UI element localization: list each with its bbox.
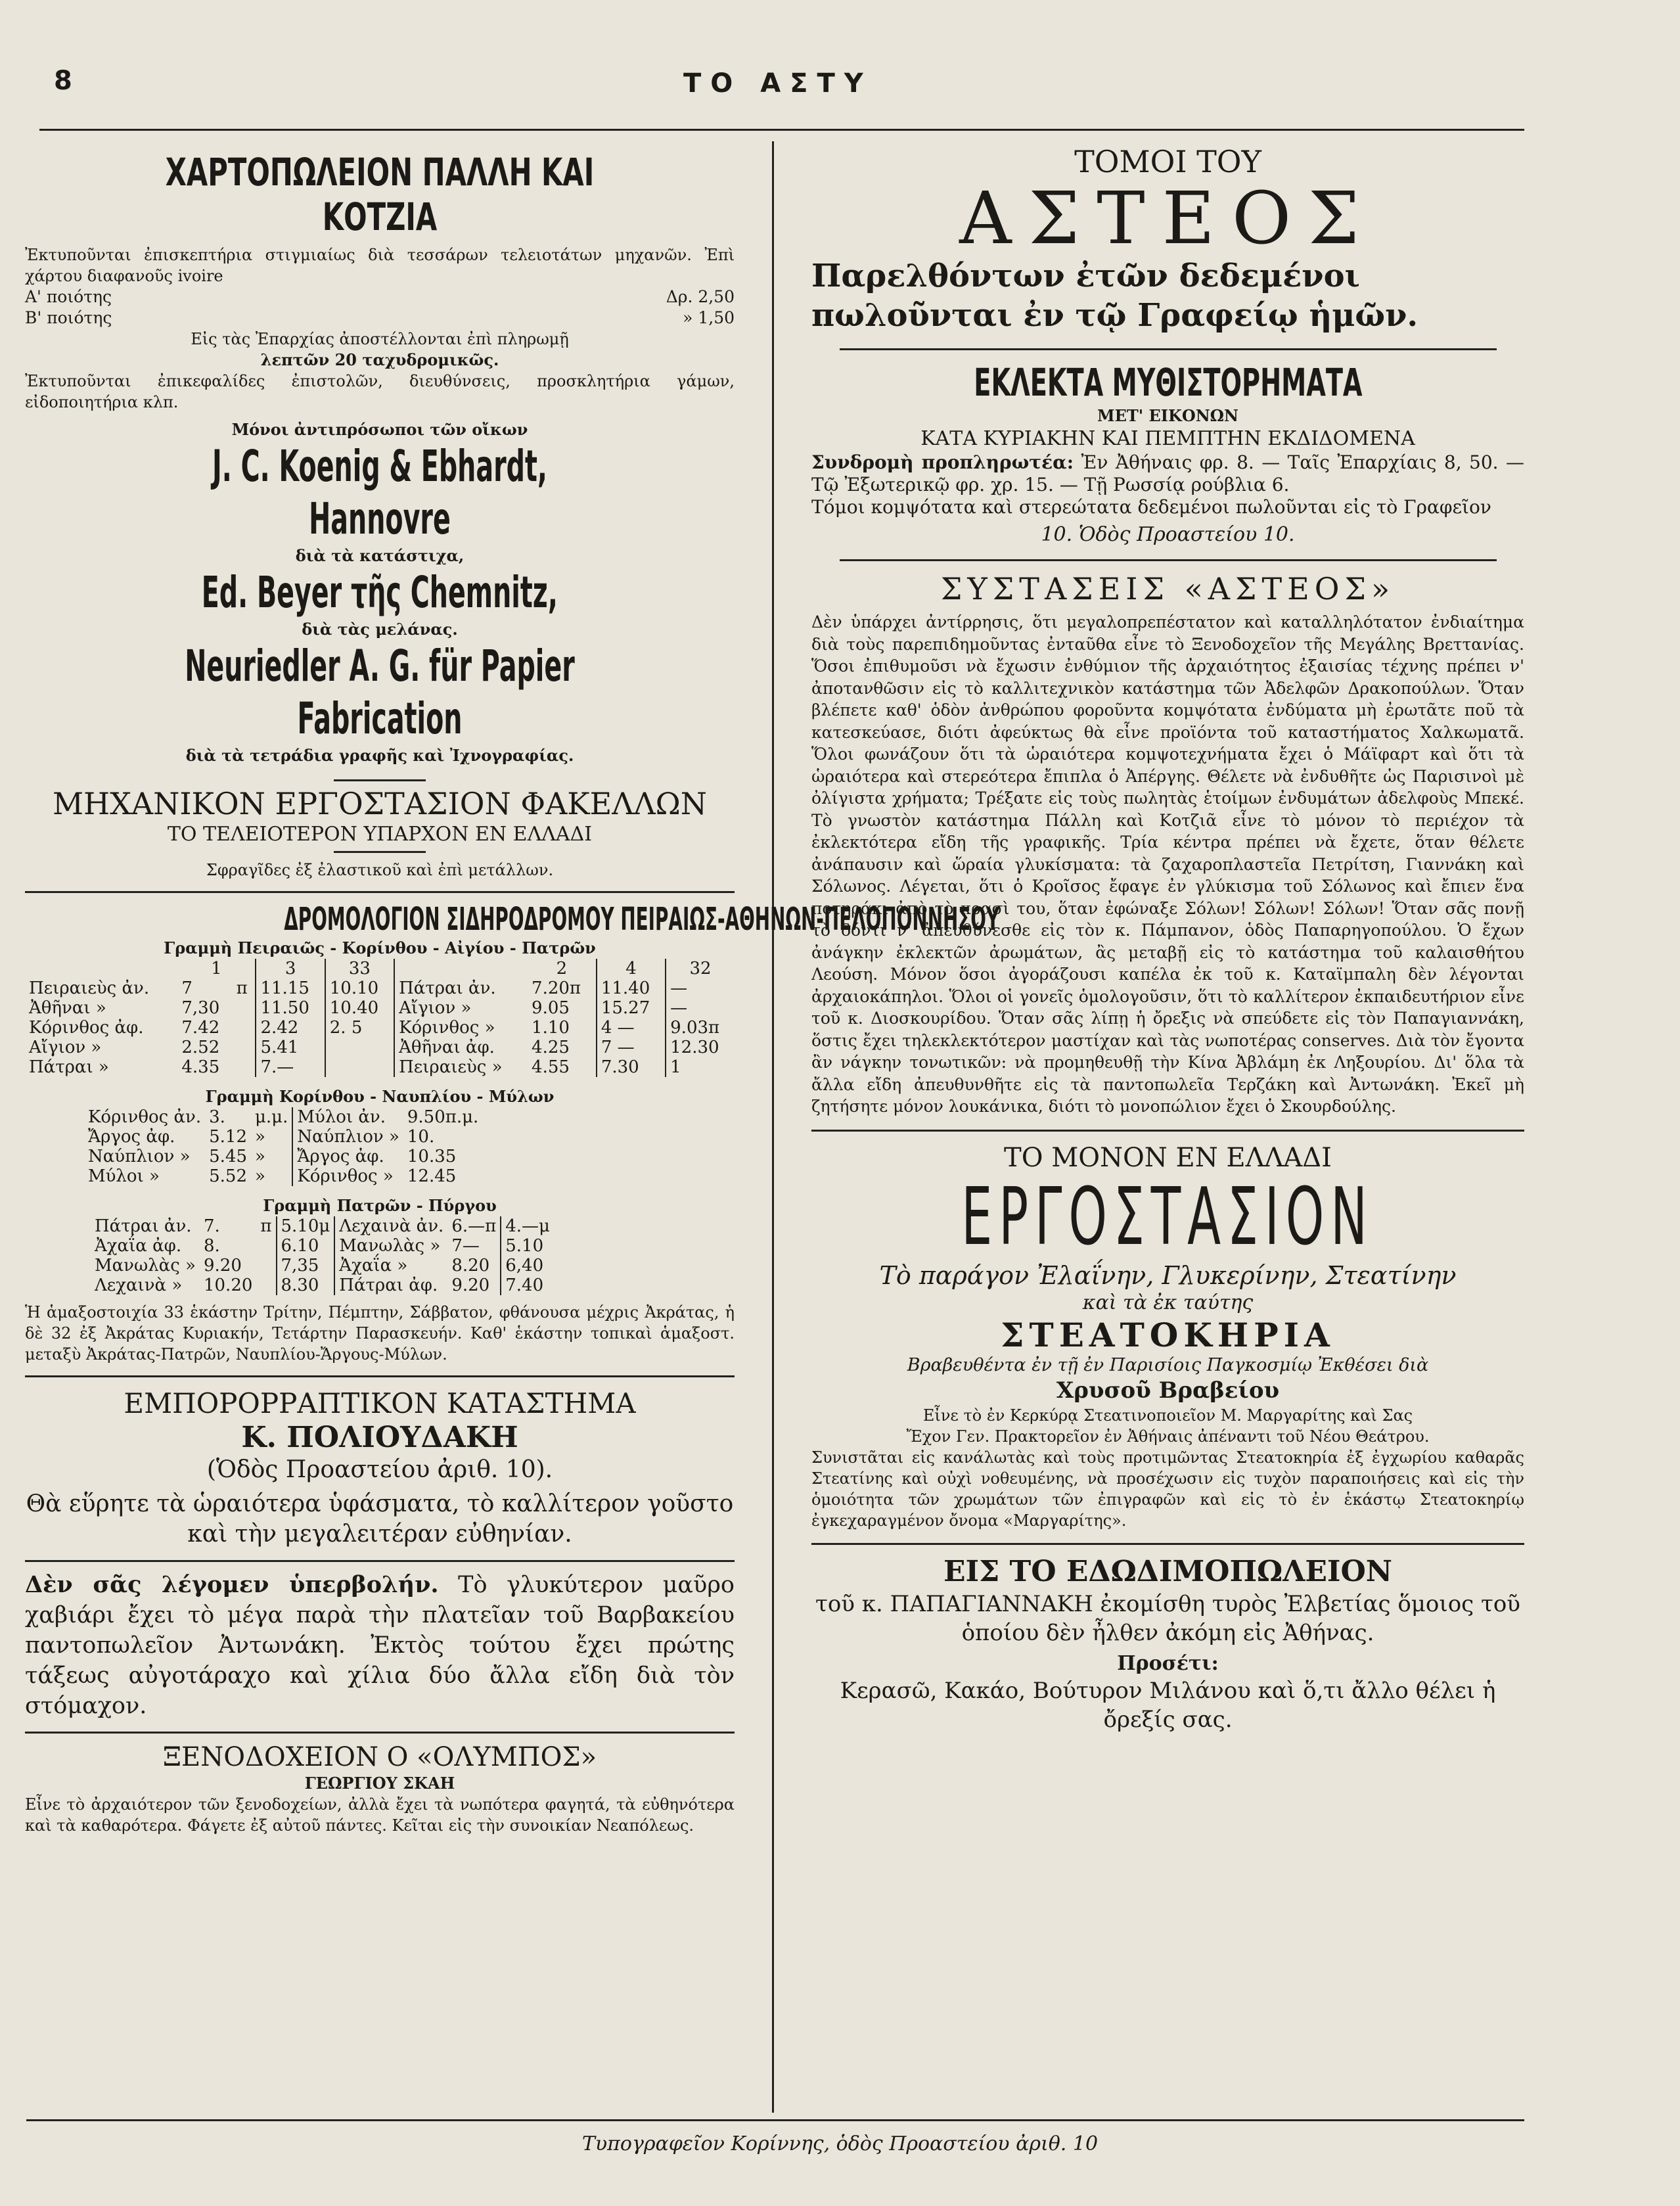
brand-beyer-use: διὰ τὰς μελάνας. bbox=[302, 620, 458, 639]
table-cell: 2 bbox=[556, 959, 568, 978]
table-cell bbox=[394, 959, 528, 978]
table-cell: 12.45 bbox=[407, 1166, 457, 1186]
table-cell: 12.30 bbox=[666, 1038, 735, 1057]
deli-items: Κερασῶ, Κακάο, Βούτυρον Μιλάνου καὶ ὅ,τι ἄλλο θέλει ἡ ὄρεξίς σας. bbox=[840, 1677, 1496, 1733]
hotel-ad bbox=[25, 1741, 735, 1836]
timetable-note: Ἡ ἁμαξοστοιχία 33 ἑκάστην Τρίτην, Πέμπτην, Σάββατον, φθάνουσα μέχρις Ἀκράτας, ἡ δὲ 32 ἐξ Ἀκράτας Κυριακήν, Τετάρτην Παρασκευήν. Καθ' ἑκάστην τοπικαὶ ἁμαξοστ. μεταξὺ Ἀκράτας-Πατρῶν, Ναυπλίου-Ἄργους-Μύλων. bbox=[25, 1303, 735, 1364]
table-cell: 7 bbox=[181, 978, 193, 998]
price-label: Β' ποιότης bbox=[25, 308, 112, 327]
table-cell bbox=[233, 998, 256, 1018]
hotel-text: Εἶνε τὸ ἀρχαιότερον τῶν ξενοδοχείων, ἀλλὰ ἔχει τὰ νωπότερα φαγητά, τὰ εὐθηνότερα καὶ τὰ καθαρότερα. Φάγετε ἐξ αὐτοῦ πάντες. Κεῖται εἰς τὴν συνοικίαν Νεαπόλεως. bbox=[25, 1795, 735, 1835]
price-row bbox=[25, 287, 735, 308]
table-row bbox=[84, 1147, 482, 1166]
section-rule bbox=[25, 1732, 735, 1734]
volumes-line1: ΤΟΜΟΙ ΤΟΥ bbox=[1074, 144, 1261, 179]
table-cell: 2.52 bbox=[181, 1038, 220, 1057]
table-cell: — bbox=[666, 998, 735, 1018]
table-cell: 1 bbox=[666, 1057, 735, 1077]
table-cell: 33 bbox=[325, 959, 394, 978]
table-cell bbox=[256, 1275, 276, 1295]
factory-line2: ΕΡΓΟΣΤΑΣΙΟΝ bbox=[961, 1171, 1374, 1263]
table-cell: Κόρινθος » bbox=[292, 1166, 403, 1186]
table-cell: 9.05 bbox=[532, 998, 570, 1018]
table-cell bbox=[256, 1236, 276, 1256]
tailor-text: Θὰ εὕρητε τὰ ὡραιότερα ὑφάσματα, τὸ καλλίτερον γοῦστο καὶ τὴν μεγαλειτέραν εὐθηνίαν. bbox=[26, 1490, 734, 1548]
recommend-title: ΣΥΣΤΑΣΕΙΣ «ΑΣΤΕΟΣ» bbox=[940, 571, 1396, 607]
brand-neuriedler-use: διὰ τὰ τετράδια γραφῆς καὶ Ἰχνογραφίας. bbox=[185, 746, 574, 765]
printing-services: Ἐκτυποῦνται ἐπικεφαλίδες ἐπιστολῶν, διευθύνσεις, προσκλητήρια γάμων, εἰδοποιητήρια κλπ. bbox=[25, 372, 735, 411]
table-cell: 2. 5 bbox=[325, 1018, 394, 1038]
table-cell: » bbox=[255, 1127, 265, 1147]
table-cell: 7.— bbox=[256, 1057, 325, 1077]
section-rule bbox=[811, 1130, 1524, 1132]
envelope-subtitle: ΤΟ ΤΕΛΕΙΟΤΕΡΟΝ ΥΠΑΡΧΟΝ ΕΝ ΕΛΛΑΔΙ bbox=[167, 823, 593, 846]
line-heading: Γραμμὴ Κορίνθου - Ναυπλίου - Μύλων bbox=[205, 1087, 555, 1106]
table-cell: Ἄργος ἀφ. bbox=[292, 1147, 403, 1166]
table-cell: 2.42 bbox=[256, 1018, 325, 1038]
table-cell: 7— bbox=[451, 1236, 480, 1256]
table-cell: 10.35 bbox=[407, 1147, 457, 1166]
table-cell: Ναύπλιον » bbox=[88, 1147, 191, 1166]
hotel-owner: ΓΕΩΡΓΙΟΥ ΣΚΑΗ bbox=[304, 1774, 455, 1793]
table-cell: Ναύπλιον » bbox=[292, 1127, 403, 1147]
table-cell: Ἀχαΐα ἀφ. bbox=[95, 1236, 182, 1256]
section-rule bbox=[334, 779, 426, 781]
novels-ad bbox=[811, 359, 1524, 547]
table-cell: Μανωλὰς » bbox=[334, 1236, 447, 1256]
table-cell: 7 — bbox=[597, 1038, 666, 1057]
deli-title: ΕΙΣ ΤΟ ΕΔΩΔΙΜΟΠΩΛΕΙΟΝ bbox=[943, 1554, 1393, 1588]
tailor-ad bbox=[25, 1387, 735, 1550]
envelope-factory-ad bbox=[25, 785, 735, 881]
table-cell: — bbox=[666, 978, 735, 998]
table-cell: 7. bbox=[203, 1216, 220, 1236]
novels-bound: Τόμοι κομψότατα καὶ στερεώτατα δεδεμένοι πωλοῦνται εἰς τὸ Γραφεῖον bbox=[811, 496, 1491, 518]
table-cell: Πειραιεὺς ἀν. bbox=[29, 978, 150, 998]
masthead-title: ΤΟ ΑΣΤΥ bbox=[683, 68, 873, 99]
table-cell: 1.10 bbox=[532, 1018, 570, 1038]
table-cell: 5.10 bbox=[501, 1236, 554, 1256]
seals-note: Σφραγῖδες ἐξ ἐλαστικοῦ καὶ ἐπὶ μετάλλων. bbox=[206, 861, 554, 879]
price-value: Δρ. 2,50 bbox=[666, 287, 735, 306]
table-cell: Μύλοι ἀν. bbox=[292, 1107, 403, 1127]
page-number: 8 bbox=[54, 66, 72, 96]
table-cell: Κόρινθος ἀν. bbox=[88, 1107, 202, 1127]
table-cell: 7.20π bbox=[532, 978, 581, 998]
brand-koenig-use: διὰ τὰ κατάστιχα, bbox=[295, 546, 465, 565]
table-row bbox=[91, 1216, 554, 1236]
column-divider bbox=[772, 141, 774, 2113]
table-cell: » bbox=[255, 1166, 265, 1186]
table-cell: Πάτραι ἀν. bbox=[394, 978, 528, 998]
postage-note: λεπτῶν 20 ταχυδρομικῶς. bbox=[260, 350, 499, 369]
table-cell: 1 bbox=[211, 959, 222, 978]
table-cell: » bbox=[255, 1147, 265, 1166]
timetable-corinth-myloi bbox=[84, 1107, 482, 1186]
table-cell bbox=[233, 1038, 256, 1057]
table-cell: 4.55 bbox=[532, 1057, 570, 1077]
table-cell: 8. bbox=[203, 1236, 220, 1256]
table-row bbox=[25, 1057, 735, 1077]
deli-ad bbox=[811, 1554, 1524, 1734]
table-cell: Πάτραι ἀν. bbox=[95, 1216, 192, 1236]
railway-title: ΔΡΟΜΟΛΟΓΙΟΝ ΣΙΔΗΡΟΔΡΟΜΟΥ ΠΕΙΡΑΙΩΣ-ΑΘΗΝΩΝ-ΠΕΛΟΠΟΝΝΗΣΟΥ bbox=[284, 901, 1000, 938]
table-cell: 10.40 bbox=[325, 998, 394, 1018]
table-cell: 3 bbox=[256, 959, 325, 978]
table-row bbox=[25, 978, 735, 998]
table-cell: Αἴγιον » bbox=[394, 998, 528, 1018]
table-cell: Πάτραι ἀφ. bbox=[334, 1275, 447, 1295]
table-cell: 5.45 bbox=[209, 1147, 248, 1166]
table-row bbox=[84, 1107, 482, 1127]
caviar-lead: Δὲν σᾶς λέγομεν ὑπερβολήν. bbox=[25, 1571, 439, 1598]
table-row bbox=[84, 1166, 482, 1186]
table-cell: μ.μ. bbox=[255, 1107, 288, 1127]
table-cell: Λεχαινὰ ἀν. bbox=[334, 1216, 447, 1236]
table-cell: 7,30 bbox=[181, 998, 220, 1018]
factory-ad bbox=[811, 1141, 1524, 1531]
table-cell: 5.41 bbox=[256, 1038, 325, 1057]
provinces-note: Εἰς τὰς Ἐπαρχίας ἀποστέλλονται ἐπὶ πληρωμῇ bbox=[191, 330, 569, 348]
section-rule bbox=[811, 1543, 1524, 1545]
table-cell: 5.12 bbox=[209, 1127, 248, 1147]
table-cell: 11.40 bbox=[597, 978, 666, 998]
timetable-patras-pyrgos bbox=[91, 1216, 554, 1295]
table-header-row bbox=[25, 959, 735, 978]
factory-text: Συνιστᾶται εἰς κανάλωτὰς καὶ τοὺς προτιμῶντας Στεατοκηρία ἐξ ἐγχωρίου καθαρᾶς Στεατίνης καὶ οὐχὶ νοθευμένης, νὰ προσέχωσιν εἰς τυχὸν παραποιήσεις καὶ εἰς τὴν ὁμοιότητα τῶν χρωμάτων τῶν ἐπιγραφῶν καὶ εἰς τὸ ἐν ἑκάστῳ Στεατοκηρίῳ ἐγκεχαραγμένον ὄνομα «Μαργαρίτης». bbox=[811, 1448, 1524, 1530]
deli-text: τοῦ κ. ΠΑΠΑΓΙΑΝΝΑΚΗ ἐκομίσθη τυρὸς Ἐλβετίας ὅμοιος τοῦ ὁποίου δὲν ἦλθεν ἀκόμη εἰς Ἀθήνας. bbox=[815, 1590, 1520, 1646]
table-cell: 15.27 bbox=[597, 998, 666, 1018]
timetable-piraeus-patras bbox=[25, 959, 735, 1077]
factory-products2: καὶ τὰ ἐκ ταύτης bbox=[1082, 1291, 1254, 1314]
subscription-text: Ἐν Ἀθήναις φρ. 8. — Ταῖς Ἐπαρχίαις 8, 50. — Τῷ Ἐξωτερικῷ φρ. χρ. 15. — Τῇ Ρωσσίᾳ ρούβλια 6. bbox=[811, 451, 1525, 495]
table-cell: Μανωλὰς » bbox=[95, 1256, 196, 1275]
table-cell: 9.50π.μ. bbox=[407, 1107, 479, 1127]
table-cell: 4.—μ bbox=[501, 1216, 554, 1236]
table-cell: Ἀθῆναι » bbox=[29, 998, 106, 1018]
table-row bbox=[91, 1275, 554, 1295]
table-cell: Κόρινθος ἀφ. bbox=[29, 1018, 144, 1038]
novels-title: ΕΚΛΕΚΤΑ ΜΥΘΙΣΤΟΡΗΜΑΤΑ bbox=[973, 360, 1363, 405]
table-cell: Αἴγιον » bbox=[29, 1038, 102, 1057]
table-cell: 5.10μ bbox=[277, 1216, 335, 1236]
price-row bbox=[25, 308, 735, 329]
subscription-lead: Συνδρομὴ προπληρωτέα: bbox=[811, 451, 1074, 473]
table-cell: Πάτραι » bbox=[29, 1057, 109, 1077]
factory-medal: Χρυσοῦ Βραβείου bbox=[1056, 1377, 1280, 1404]
printer-imprint: Τυπογραφεῖον Κορίννης, ὁδὸς Προαστείου ἀριθ. 10 bbox=[581, 2132, 1099, 2155]
paper-shop-ad bbox=[25, 150, 735, 766]
header-rule bbox=[39, 129, 1524, 131]
table-cell: 4 — bbox=[597, 1018, 666, 1038]
table-cell bbox=[25, 959, 177, 978]
table-row bbox=[25, 1038, 735, 1057]
table-row bbox=[91, 1256, 554, 1275]
deli-more: Προσέτι: bbox=[1117, 1651, 1219, 1675]
factory-award: Βραβευθέντα ἐν τῇ ἐν Παρισίοις Παγκοσμίῳ Ἐκθέσει διὰ bbox=[907, 1354, 1429, 1375]
table-cell: 10. bbox=[407, 1127, 435, 1147]
factory-products: Τὸ παράγον Ἐλαΐνην, Γλυκερίνην, Στεατίνην bbox=[879, 1260, 1457, 1290]
factory-candles: ΣΤΕΑΤΟΚΗΡΙΑ bbox=[1001, 1315, 1335, 1354]
table-cell: π bbox=[260, 1216, 272, 1236]
table-cell: 9.20 bbox=[203, 1256, 242, 1275]
table-row bbox=[25, 998, 735, 1018]
table-cell: 7.42 bbox=[181, 1018, 220, 1038]
footer-rule bbox=[26, 2119, 1524, 2121]
factory-line1: ΤΟ ΜΟΝΟΝ ΕΝ ΕΛΛΑΔΙ bbox=[1004, 1142, 1332, 1173]
brand-beyer: Ed. Beyer τῆς Chemnitz, bbox=[201, 567, 558, 618]
section-rule bbox=[25, 891, 735, 893]
section-rule bbox=[25, 1560, 735, 1562]
table-cell: 9.03π bbox=[666, 1018, 735, 1038]
table-cell: 6.10 bbox=[277, 1236, 335, 1256]
caviar-ad bbox=[25, 1570, 735, 1721]
section-rule bbox=[840, 348, 1497, 350]
paper-intro: Ἐκτυποῦνται ἐπισκεπτήρια στιγμιαίως διὰ τεσσάρων τελειοτάτων μηχανῶν. Ἐπὶ χάρτου διαφανοῦς ivoire bbox=[25, 246, 735, 285]
table-cell: 9.20 bbox=[451, 1275, 490, 1295]
caviar-text: Τὸ γλυκύτερον μαῦρο χαβιάρι ἔχει τὸ μέγα παρὰ τὴν πλατεῖαν τοῦ Βαρβακείου παντοπωλεῖον Ἀντωνάκη. Ἐκτὸς τούτου ἔχει πρώτης τάξεως αὐγοτάραχο καὶ χίλια δύο ἄλλα εἴδη διὰ τὸν στόμαχον. bbox=[25, 1572, 735, 1719]
novels-address: 10. Ὁδὸς Προαστείου 10. bbox=[1041, 523, 1295, 546]
paper-shop-title: ΧΑΡΤΟΠΩΛΕΙΟΝ ΠΑΛΛΗ ΚΑΙ ΚΟΤΖΙΑ bbox=[165, 150, 595, 239]
table-cell: π bbox=[236, 978, 248, 998]
right-column bbox=[811, 131, 1524, 1734]
line-heading: Γραμμὴ Πατρῶν - Πύργου bbox=[263, 1196, 497, 1215]
table-cell bbox=[256, 1256, 276, 1275]
table-cell bbox=[325, 1038, 394, 1057]
table-cell bbox=[233, 1018, 256, 1038]
table-cell bbox=[325, 1057, 394, 1077]
line-heading: Γραμμὴ Πειραιῶς - Κορίνθου - Αἰγίου - Πατρῶν bbox=[164, 938, 596, 957]
tailor-title: ΕΜΠΟΡΟΡΡΑΠΤΙΚΟΝ ΚΑΤΑΣΤΗΜΑ bbox=[124, 1387, 636, 1419]
table-cell: 4.35 bbox=[181, 1057, 220, 1077]
table-cell: 7.40 bbox=[501, 1275, 554, 1295]
table-cell: 7.30 bbox=[597, 1057, 666, 1077]
table-cell: 11.15 bbox=[256, 978, 325, 998]
table-cell: 4.25 bbox=[532, 1038, 570, 1057]
table-cell: Κόρινθος » bbox=[394, 1018, 528, 1038]
table-cell: Ἀχαΐα » bbox=[334, 1256, 447, 1275]
hotel-title: ΞΕΝΟΔΟΧΕΙΟΝ Ο «ΟΛΥΜΠΟΣ» bbox=[162, 1742, 597, 1772]
table-cell: 8.20 bbox=[451, 1256, 490, 1275]
table-cell: Λεχαινὰ » bbox=[95, 1275, 183, 1295]
novels-sub: ΜΕΤ' ΕΙΚΟΝΩΝ bbox=[1097, 406, 1238, 425]
table-cell: 11.50 bbox=[256, 998, 325, 1018]
table-cell: 6,40 bbox=[501, 1256, 554, 1275]
volumes-line2: ΑΣΤΕΟΣ bbox=[959, 176, 1376, 260]
table-cell: 32 bbox=[666, 959, 735, 978]
volumes-text: Παρελθόντων ἐτῶν δεδεμένοι πωλοῦνται ἐν τῷ Γραφείῳ ἡμῶν. bbox=[811, 258, 1419, 334]
tailor-name: Κ. ΠΟΛΙΟΥΔΑΚΗ bbox=[241, 1421, 518, 1454]
novels-days: ΚΑΤΑ ΚΥΡΙΑΚΗΝ ΚΑΙ ΠΕΜΠΤΗΝ ΕΚΔΙΔΟΜΕΝΑ bbox=[920, 427, 1415, 450]
brand-neuriedler: Neuriedler A. G. für Papier Fabrication bbox=[185, 641, 575, 744]
table-row bbox=[84, 1127, 482, 1147]
table-row bbox=[91, 1236, 554, 1256]
table-cell: Πειραιεὺς » bbox=[394, 1057, 528, 1077]
table-cell bbox=[233, 1057, 256, 1077]
section-rule bbox=[25, 1375, 735, 1377]
table-cell: 8.30 bbox=[277, 1275, 335, 1295]
recommend-text: Δὲν ὑπάρχει ἀντίρρησις, ὅτι μεγαλοπρεπέστατον καὶ καταλληλότατον ἐνδιαίτημα διὰ τοὺς παρεπιδημοῦντας ἐνταῦθα εἶνε τὸ Ξενοδοχεῖον τῆς Μεγάλης Βρεττανίας. Ὅσοι ἐπιθυμοῦσι νὰ ἔχωσιν ἐνθύμιον τῆς ἀρχαιότητος ἐξαισίας τέχνης πρέπει ν' ἀποτανθῶσιν εἰς τὸ καλλιτεχνικὸν κατάστημα τῶν Ἀδελφῶν Δρακοπούλων. Ὅταν βλέπετε καθ' ὁδὸν ἀνθρώπου φοροῦντα κομψότατα ἐνδύματα μὴ ἐρωτᾶτε ποῦ τὰ κατεσκεύασε, διότι ἀφεύκτως θὰ εἶνε προϊόντα τοῦ καταστήματος Χαλκωματᾶ. Ὅλοι φωνάζουν ὅτι τὰ ὡραιότερα κομψοτεχνήματα ἔχει ὁ Μάϊφαρτ καὶ ὅτι τὰ ὡραιότερα καὶ στερεότερα ἔπιπλα ὁ Ἀπέργης. Θέλετε νὰ ἐνδυθῆτε ὡς Παρισινοὶ μὲ ὀλίγιστα χρήματα; Τρέξατε εἰς τοὺς πωλητὰς ἑτοίμων ἐνδυμάτων ἀδελφοὺς Μπεκέ. Τὸ γνωστὸν κατάστημα Πάλλη καὶ Κοτζιᾶ εἶνε τὸ μόνον τὸ περιέχον τὰ ἐκλεκτότερα εἴδη τῆς γραφικῆς. Τρία κέντρα πρέπει νὰ ἔχετε, ὅταν θέλετε ἀνάπαυσιν καὶ ὥραία γλυκίσματα: τὰ ζαχαροπλαστεῖα Πετρίτση, Γιαννάκη καὶ Σόλωνος. Λέγεται, ὅτι ὁ Κροῖσος ἔφαγε ἐν γλύκισμα τοῦ Σόλωνος καὶ ἔπιεν ἕνα ποτηράκι ἀπὸ τὸ κρασὶ του, ὅταν ἐφώναξε Σόλων! Σόλων! Σόλων! Ὅταν σᾶς πονῇ τὸ δόντι ν' ἀπευθύνεσθε εἰς τὸν κ. Πάμπανον, ὁδὸς Παπαρηγοπούλου. Ὁ ἔχων ἀνάγκην ἐκλεκτῶν ἀρωμάτων, ἂς μεταβῇ εἰς τὸ κατάστημα τοῦ καλαισθήτου Λεούση. Μόνον ὅσοι ἀγοράζουσι καπέλα ἐκ τοῦ κ. Καταϊμπαλη δὲν λέγονται ἀρχαιοκάπηλοι. Ὅλοι οἱ γονεῖς ὁμολογοῦσιν, ὅτι τὸ καλλίτερον ἐκπαιδευτήριον εἶνε τοῦ κ. Διοσκουρίδου. Ὅταν σᾶς λίπῃ ἡ ὄρεξις νὰ σπεύδετε εἰς τὸν Παπαγιαννάκη, ὅστις ἔχει τηλεκλεκτότερον μαστίχαν καὶ τὰς νωποτέρας conserves. Διὰ τὸν ἔγοντα ἂν νάγκην τονωτικῶν: νὰ προμηθευθῇ τὴν Κίνα Ἀβλάμη ἐκ Ληξουρίου. Δι' ὅλα τὰ ἄλλα εἴδη ἀπευθυνθῆτε εἰς τὰ παντοπωλεῖα Τερζάκη καὶ Ἀντωνάκη. Ἐκεῖ μὴ ζητήσητε μόνον λουκάνικα, διότι τὸ μονοπώλιον ἔχει ὁ Σκουρδούλης. bbox=[811, 612, 1524, 1116]
table-cell: 10.20 bbox=[203, 1275, 253, 1295]
table-cell: Ἀθῆναι ἀφ. bbox=[394, 1038, 528, 1057]
table-cell: 6.—π bbox=[451, 1216, 497, 1236]
price-value: » 1,50 bbox=[683, 308, 735, 327]
volumes-ad bbox=[811, 143, 1524, 335]
brand-koenig: J. C. Koenig & Ebhardt, Hannovre bbox=[212, 441, 547, 544]
factory-owner: Εἶνε τὸ ἐν Κερκύρᾳ Στεατινοποιεῖον Μ. Μαργαρίτης καὶ Σας bbox=[922, 1406, 1413, 1425]
table-cell: Ἄργος ἀφ. bbox=[88, 1127, 175, 1147]
tailor-address: (Ὁδὸς Προαστείου ἀριθ. 10). bbox=[206, 1456, 553, 1483]
recommendations-ad bbox=[811, 570, 1524, 1118]
table-cell: 10.10 bbox=[325, 978, 394, 998]
factory-agency: Ἔχον Γεν. Πρακτορεῖον ἐν Ἀθήναις ἀπέναντι τοῦ Νέου Θεάτρου. bbox=[906, 1427, 1430, 1446]
table-cell: 5.52 bbox=[209, 1166, 248, 1186]
envelope-title: ΜΗΧΑΝΙΚΟΝ ΕΡΓΟΣΤΑΣΙΟΝ ΦΑΚΕΛΛΩΝ bbox=[52, 786, 708, 821]
representatives-label: Μόνοι ἀντιπρόσωποι τῶν οἴκων bbox=[231, 420, 528, 439]
table-cell: 7,35 bbox=[277, 1256, 335, 1275]
table-cell: 3. bbox=[209, 1107, 225, 1127]
price-label: Α' ποιότης bbox=[25, 287, 112, 306]
section-rule bbox=[334, 851, 426, 853]
table-row bbox=[25, 1018, 735, 1038]
section-rule bbox=[840, 559, 1497, 561]
table-cell: 4 bbox=[597, 959, 666, 978]
railway-timetable bbox=[25, 901, 1000, 1365]
table-cell: Μύλοι » bbox=[88, 1166, 160, 1186]
